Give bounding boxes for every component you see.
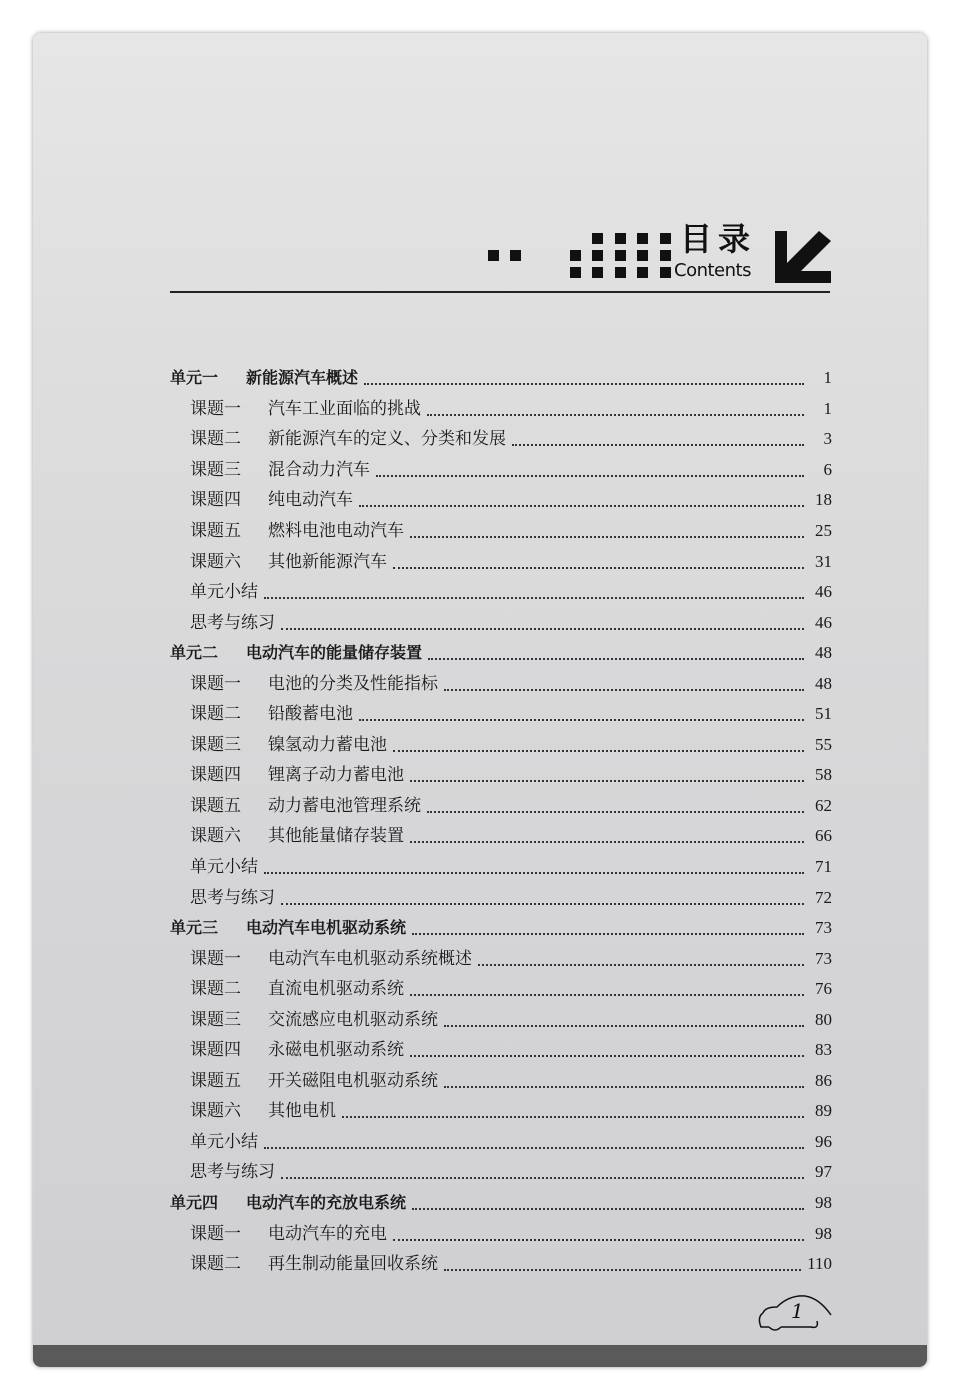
decor-square — [615, 233, 626, 244]
entry-page: 1 — [823, 398, 832, 418]
scan-edge — [33, 1345, 927, 1367]
entry-number: 课题二 — [190, 1254, 241, 1275]
entry-page: 96 — [815, 1131, 832, 1151]
entry-title: 单元小结 — [190, 1131, 258, 1152]
entry-title: 思考与练习 — [190, 887, 275, 908]
entry-label — [190, 1132, 258, 1152]
toc-entry[interactable] — [170, 943, 832, 974]
entry-page: 83 — [815, 1040, 832, 1060]
decor-square — [592, 267, 603, 278]
dot-leader — [412, 1196, 804, 1210]
entry-number: 课题六 — [190, 1101, 241, 1122]
entry-label — [190, 857, 258, 877]
toc-entry[interactable] — [170, 699, 832, 730]
decor-square — [660, 250, 671, 261]
dot-leader — [393, 1227, 804, 1241]
entry-title: 电动汽车的充电 — [268, 1223, 387, 1244]
toc-entry[interactable] — [170, 1096, 832, 1127]
dot-leader — [264, 1135, 804, 1149]
toc-entry[interactable] — [170, 730, 832, 761]
entry-title: 单元小结 — [190, 582, 258, 603]
entry-label — [190, 796, 421, 816]
entry-title: 动力蓄电池管理系统 — [268, 795, 421, 816]
entry-number: 课题二 — [190, 429, 241, 450]
entry-label — [190, 1071, 438, 1091]
toc-entry[interactable] — [170, 546, 832, 577]
entry-page: 73 — [815, 918, 832, 938]
header-rule — [170, 291, 830, 293]
toc-header — [480, 220, 830, 285]
dot-leader — [342, 1104, 804, 1118]
entry-page: 98 — [815, 1193, 832, 1213]
entry-title: 其他能量储存装置 — [268, 826, 404, 847]
entry-title: 直流电机驱动系统 — [268, 979, 404, 1000]
entry-label — [190, 1010, 438, 1030]
entry-label — [190, 613, 275, 633]
toc-entry[interactable] — [170, 363, 832, 394]
entry-title: 再生制动能量回收系统 — [268, 1254, 438, 1275]
entry-number: 课题五 — [190, 1070, 241, 1091]
decor-square — [592, 233, 603, 244]
entry-label — [190, 888, 275, 908]
entry-title: 电动汽车的充放电系统 — [246, 1193, 407, 1213]
toc-entry[interactable] — [170, 1157, 832, 1188]
entry-label — [190, 552, 387, 572]
dot-leader — [427, 799, 804, 813]
dot-leader — [428, 646, 804, 660]
entry-title: 混合动力汽车 — [268, 459, 370, 480]
entry-label — [190, 674, 438, 694]
entry-page: 110 — [807, 1254, 832, 1274]
entry-label — [190, 490, 353, 510]
entry-label — [170, 643, 422, 663]
dot-leader — [364, 371, 804, 385]
entry-title: 其他电机 — [268, 1101, 336, 1122]
entry-page: 62 — [815, 795, 832, 815]
dot-leader — [393, 738, 804, 752]
entry-title: 永磁电机驱动系统 — [268, 1040, 404, 1061]
entry-number: 课题一 — [190, 1223, 241, 1244]
entry-page: 48 — [815, 673, 832, 693]
entry-label — [190, 1254, 438, 1274]
entry-page: 66 — [815, 826, 832, 846]
dot-leader — [393, 555, 804, 569]
entry-page: 76 — [815, 979, 832, 999]
dot-leader — [512, 432, 804, 446]
decor-square — [637, 250, 648, 261]
entry-label — [190, 460, 370, 480]
entry-label — [190, 1040, 404, 1060]
entry-title: 铅酸蓄电池 — [268, 704, 353, 725]
decor-square — [637, 267, 648, 278]
toc-entry[interactable] — [170, 1035, 832, 1066]
entry-title: 锂离子动力蓄电池 — [268, 765, 404, 786]
entry-page: 48 — [815, 643, 832, 663]
entry-page: 98 — [815, 1223, 832, 1243]
entry-title: 新能源汽车概述 — [246, 368, 359, 388]
table-of-contents — [170, 363, 832, 1279]
entry-page: 71 — [815, 857, 832, 877]
entry-label — [190, 765, 404, 785]
decor-square — [488, 250, 499, 261]
dot-leader — [410, 829, 804, 843]
entry-title: 镍氢动力蓄电池 — [268, 734, 387, 755]
entry-page: 46 — [815, 612, 832, 632]
dot-leader — [410, 524, 804, 538]
toc-entry[interactable] — [170, 424, 832, 455]
entry-title: 交流感应电机驱动系统 — [268, 1009, 438, 1030]
entry-label — [190, 429, 506, 449]
dot-leader — [478, 952, 804, 966]
entry-page: 1 — [823, 368, 832, 388]
entry-page: 58 — [815, 765, 832, 785]
entry-label — [190, 1162, 275, 1182]
toc-entry[interactable] — [170, 760, 832, 791]
entry-title: 电动汽车的能量储存装置 — [246, 643, 423, 663]
toc-entry[interactable] — [170, 516, 832, 547]
toc-entry[interactable] — [170, 1188, 832, 1219]
decor-square — [570, 267, 581, 278]
toc-entry[interactable] — [170, 394, 832, 425]
entry-label — [190, 826, 404, 846]
decor-square — [637, 233, 648, 244]
entry-page: 73 — [815, 948, 832, 968]
book-page — [33, 33, 927, 1367]
decor-square — [660, 233, 671, 244]
entry-page: 80 — [815, 1009, 832, 1029]
entry-title: 电池的分类及性能指标 — [268, 673, 438, 694]
toc-entry[interactable] — [170, 485, 832, 516]
dot-leader — [359, 707, 804, 721]
toc-subtitle: Contents — [674, 260, 751, 281]
decor-square — [570, 250, 581, 261]
entry-page: 6 — [823, 459, 832, 479]
entry-title: 新能源汽车的定义、分类和发展 — [268, 429, 506, 450]
entry-number: 课题四 — [190, 490, 241, 511]
decor-square — [615, 250, 626, 261]
entry-page: 25 — [815, 521, 832, 540]
entry-number: 课题三 — [190, 1009, 241, 1030]
dot-leader — [444, 1013, 804, 1027]
entry-label — [190, 949, 472, 969]
entry-number: 单元三 — [170, 918, 219, 938]
toc-entry[interactable] — [170, 668, 832, 699]
toc-entry[interactable] — [170, 577, 832, 608]
entry-label — [190, 704, 353, 724]
toc-entry[interactable] — [170, 1249, 832, 1280]
toc-entry[interactable] — [170, 882, 832, 913]
entry-page: 72 — [815, 887, 832, 907]
entry-page: 86 — [815, 1070, 832, 1090]
entry-label — [190, 582, 258, 602]
entry-number: 单元一 — [170, 368, 219, 388]
decor-square — [510, 250, 521, 261]
entry-number: 课题四 — [190, 1040, 241, 1061]
toc-entry[interactable] — [170, 1127, 832, 1158]
entry-title: 单元小结 — [190, 857, 258, 878]
entry-title: 其他新能源汽车 — [268, 551, 387, 572]
entry-number: 课题六 — [190, 826, 241, 847]
entry-number: 课题一 — [190, 673, 241, 694]
entry-number: 课题二 — [190, 704, 241, 725]
entry-label — [170, 1193, 406, 1213]
entry-label — [170, 368, 358, 388]
entry-title: 电动汽车电机驱动系统 — [246, 918, 407, 938]
dot-leader — [412, 921, 804, 935]
toc-entry[interactable] — [170, 1218, 832, 1249]
toc-entry[interactable] — [170, 607, 832, 638]
entry-number: 单元二 — [170, 643, 219, 663]
dot-leader — [444, 677, 804, 691]
dot-leader — [281, 616, 804, 630]
entry-label — [190, 1101, 336, 1121]
entry-number: 课题六 — [190, 551, 241, 572]
entry-page: 18 — [815, 490, 832, 510]
dot-leader — [376, 463, 804, 477]
entry-label — [190, 521, 404, 541]
entry-title: 燃料电池电动汽车 — [268, 521, 404, 541]
toc-entry[interactable] — [170, 913, 832, 944]
entry-page: 31 — [815, 551, 832, 571]
toc-entry[interactable] — [170, 1066, 832, 1097]
entry-label — [190, 399, 421, 419]
entry-label — [190, 735, 387, 755]
toc-entry[interactable] — [170, 791, 832, 822]
entry-number: 单元四 — [170, 1193, 219, 1213]
dot-leader — [410, 982, 804, 996]
dot-leader — [264, 860, 804, 874]
decor-square — [615, 267, 626, 278]
entry-label — [170, 918, 406, 938]
dot-leader — [410, 768, 804, 782]
toc-entry[interactable] — [170, 638, 832, 669]
entry-page: 55 — [815, 734, 832, 754]
toc-entry[interactable] — [170, 1004, 832, 1035]
entry-title: 思考与练习 — [190, 612, 275, 633]
dot-leader — [281, 1165, 804, 1179]
arrow-down-left-icon — [775, 231, 831, 283]
dot-leader — [427, 402, 804, 416]
page-footer — [755, 1295, 835, 1335]
decor-square — [592, 250, 603, 261]
toc-title: 目录 — [680, 220, 757, 258]
entry-number: 课题一 — [190, 948, 241, 969]
entry-label — [190, 1224, 387, 1244]
dot-leader — [359, 493, 804, 507]
toc-entry[interactable] — [170, 974, 832, 1005]
entry-number: 课题四 — [190, 765, 241, 786]
dot-leader — [281, 891, 804, 905]
entry-page: 89 — [815, 1101, 832, 1121]
toc-entry[interactable] — [170, 821, 832, 852]
entry-page: 97 — [815, 1162, 832, 1182]
entry-title: 汽车工业面临的挑战 — [268, 398, 421, 419]
entry-number: 课题三 — [190, 459, 241, 480]
entry-number: 课题五 — [190, 521, 241, 541]
entry-page: 46 — [815, 582, 832, 602]
entry-number: 课题二 — [190, 979, 241, 1000]
dot-leader — [264, 585, 804, 599]
toc-entry[interactable] — [170, 455, 832, 486]
dot-leader — [444, 1074, 804, 1088]
entry-title: 开关磁阻电机驱动系统 — [268, 1070, 438, 1091]
entry-number: 课题三 — [190, 734, 241, 755]
toc-entry[interactable] — [170, 852, 832, 883]
entry-title: 电动汽车电机驱动系统概述 — [268, 948, 472, 969]
entry-number: 课题一 — [190, 398, 241, 419]
page-number: 1 — [791, 1299, 804, 1323]
decor-square — [660, 267, 671, 278]
dot-leader — [410, 1043, 804, 1057]
dot-leader — [444, 1257, 801, 1271]
entry-title: 纯电动汽车 — [268, 490, 353, 511]
entry-title: 思考与练习 — [190, 1162, 275, 1183]
entry-page: 3 — [823, 429, 832, 449]
entry-page: 51 — [815, 704, 832, 724]
entry-number: 课题五 — [190, 795, 241, 816]
entry-label — [190, 979, 404, 999]
